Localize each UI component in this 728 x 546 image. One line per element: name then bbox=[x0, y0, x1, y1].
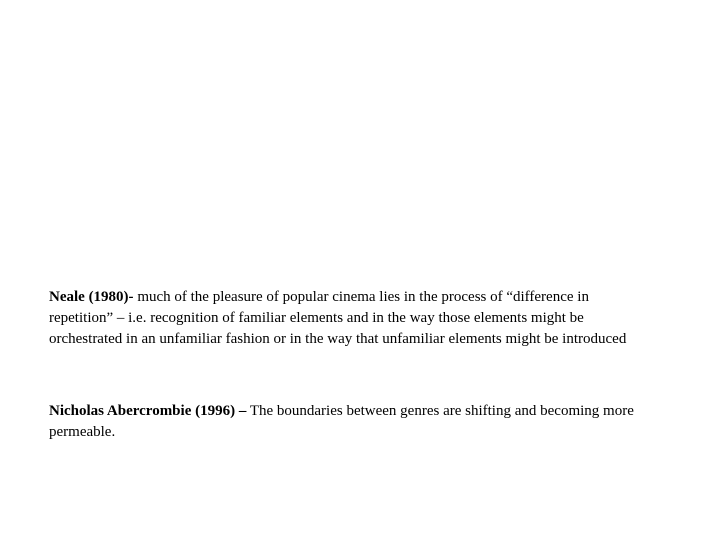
quote-text: much of the pleasure of popular cinema lies in the process of “difference in repetition” – i.e. recognition of familiar elements and in the way those elements might be orchestrated in an unfamiliar fashion or in the way that unfamiliar elements might be introduced bbox=[49, 289, 627, 347]
quote-neale bbox=[49, 287, 639, 350]
quote-text: The boundaries between genres are shifting and becoming more permeable. bbox=[49, 403, 634, 440]
quote-author: Nicholas Abercrombie (1996) – bbox=[49, 403, 247, 419]
quote-abercrombie bbox=[49, 401, 639, 443]
quote-author: Neale (1980)- bbox=[49, 289, 134, 305]
